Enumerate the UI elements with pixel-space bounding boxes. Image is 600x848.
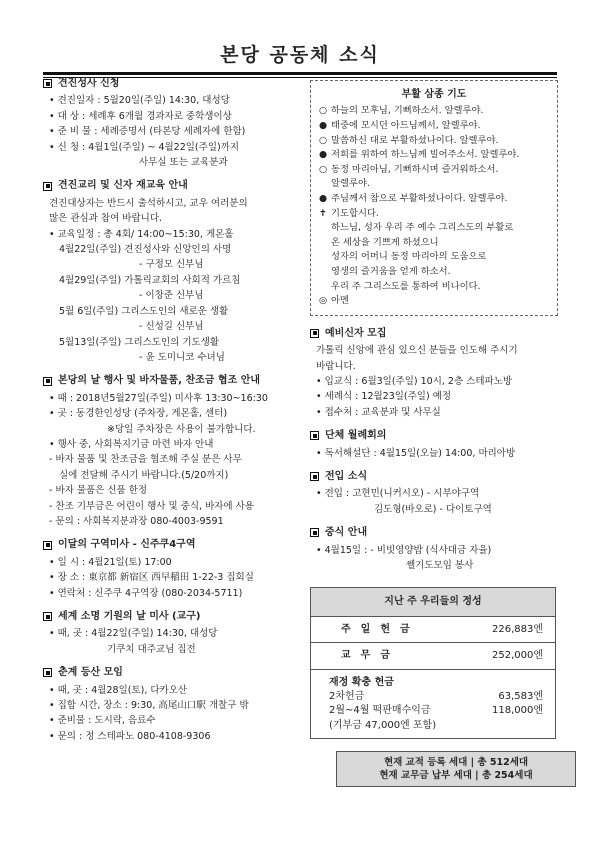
offering-table-header: 지난 주 우리들의 정성 bbox=[311, 588, 555, 616]
info-line: 김도형(바오로) - 다이토구역 bbox=[374, 503, 492, 515]
section-title: 중식 안내 bbox=[310, 525, 558, 540]
lecturer-line: - 신성길 신부님 bbox=[139, 321, 204, 333]
left-column bbox=[43, 76, 305, 752]
section-title: 본당의 날 행사 및 바자물품, 찬조금 협조 안내 bbox=[43, 373, 305, 388]
section-hiking bbox=[43, 665, 305, 744]
square-bullet-icon bbox=[43, 612, 52, 621]
prayer-line: ● 주님께서 참으로 부활하셨나이다. 알렐루야. bbox=[319, 192, 508, 204]
section-confirmation-signup bbox=[43, 76, 305, 170]
info-line: 바랍니다. bbox=[316, 360, 356, 372]
prayer-line: 성자의 어머니 동정 마리아의 도움으로 bbox=[331, 251, 487, 263]
right-column bbox=[310, 80, 558, 787]
info-line: • 연락처 : 신주쿠 4구역장 (080-2034-5711) bbox=[49, 587, 243, 599]
offering-extra-row: 2월~4월 떡판매수익금 118,000엔 bbox=[329, 705, 543, 717]
section-title: 단체 월례회의 bbox=[310, 428, 558, 443]
prayer-line: ● 태중에 모시던 아드님께서, 알렐루야. bbox=[319, 120, 481, 131]
info-line: • 준 비 물 : 세례증명서 (타본당 세례자에 한함) bbox=[49, 126, 246, 138]
title-rule-thick bbox=[43, 72, 557, 75]
info-line: 가톨릭 신앙에 관심 있으신 분들을 인도해 주시기 bbox=[316, 345, 518, 357]
page-title: 본당 공동체 소식 bbox=[220, 44, 380, 66]
prayer-line: ○ 하늘의 모후님, 기뻐하소서. 알렐루야. bbox=[319, 105, 484, 117]
info-line: 실에 전달해 주시기 바랍니다.(5/20까지) bbox=[59, 469, 229, 481]
info-line: • 때 : 2018년5월27일(주일) 미사후 13:30~16:30 bbox=[49, 392, 268, 404]
section-district-mass bbox=[43, 537, 305, 601]
square-bullet-icon bbox=[43, 668, 52, 677]
square-bullet-icon bbox=[43, 377, 52, 386]
square-bullet-icon bbox=[43, 182, 52, 191]
info-line: • 신 청 : 4월1일(주일) ~ 4월22일(주일)까지 bbox=[49, 141, 240, 153]
section-title: 이달의 구역미사 - 신주쿠4구역 bbox=[43, 537, 305, 552]
membership-line: 현재 교무금 납부 세대 | 총 254세대 bbox=[379, 770, 533, 782]
section-confirmation-education bbox=[43, 178, 305, 365]
info-line: • 견진일자 : 5월20일(주일) 14:30, 대성당 bbox=[49, 95, 230, 107]
prayer-title: 부활 삼종 기도 bbox=[401, 89, 467, 100]
square-bullet-icon bbox=[310, 528, 319, 537]
schedule-line: 4월29일(주일) 가톨릭교회의 사회적 가르침 bbox=[59, 274, 241, 286]
info-line: • 곳 : 동경한인성당 (주차장, 게몬홀, 센터) bbox=[49, 408, 228, 420]
info-line: • 때, 곳 : 4월28일(토), 다카오산 bbox=[49, 684, 188, 696]
info-line: 기쿠치 대주교님 집전 bbox=[107, 643, 196, 655]
info-line: • 교육일정 : 총 4회/ 14:00~15:30, 게몬홀 bbox=[49, 228, 234, 240]
prayer-line: ◎ 아멘 bbox=[319, 295, 349, 307]
info-line: • 행사 중, 사회복지기금 마련 바자 안내 bbox=[49, 438, 214, 450]
prayer-line: 알렐루야. bbox=[331, 178, 370, 190]
section-lunch bbox=[310, 525, 558, 573]
membership-box bbox=[336, 751, 576, 787]
offering-extra-title: 재정 확충 헌금 bbox=[329, 676, 394, 688]
info-line: 견진대상자는 반드시 출석하시고, 교우 여러분의 bbox=[49, 197, 248, 209]
info-line: • 전입 : 고현민(니커시오) - 시부야구역 bbox=[316, 488, 480, 500]
prayer-line: 영생의 즐거움을 얻게 하소서. bbox=[331, 265, 451, 277]
section-title: 견진성사 신청 bbox=[43, 76, 305, 91]
prayer-line: ● 저희를 위하여 하느님께 빌어주소서. 알렐루야. bbox=[319, 149, 520, 161]
section-title: 전입 소식 bbox=[310, 469, 558, 484]
membership-line: 현재 교적 등록 세대 | 총 512세대 bbox=[383, 757, 529, 769]
lecturer-line: - 구정모 신부님 bbox=[139, 259, 204, 271]
prayer-line: ○ 동정 마리아님, 기뻐하시며 즐거워하소서. bbox=[319, 163, 499, 175]
schedule-line: 5월13일(주일) 그리스도인의 기도생활 bbox=[59, 336, 220, 348]
prayer-line: 우리 주 그리스도를 통하여 비나이다. bbox=[331, 280, 481, 292]
section-vocations-mass bbox=[43, 609, 305, 657]
schedule-line: 4월22일(주일) 견진성사와 신앙인의 사명 bbox=[59, 244, 232, 256]
square-bullet-icon bbox=[310, 431, 319, 440]
info-line: • 접수처 : 교육분과 및 사무실 bbox=[316, 406, 441, 418]
lecturer-line: - 윤 도미니코 수녀님 bbox=[139, 351, 225, 363]
notice-line: ※당일 주차장은 사용이 불가합니다. bbox=[107, 423, 256, 435]
prayer-box bbox=[310, 80, 558, 316]
section-title: 춘계 등산 모임 bbox=[43, 665, 305, 680]
section-parish-day bbox=[43, 373, 305, 529]
section-catechumen bbox=[310, 326, 558, 420]
info-line: 쎌기도모임 봉사 bbox=[406, 560, 474, 571]
info-line: - 바자 물품은 신품 한정 bbox=[49, 485, 148, 497]
info-line: 많은 관심과 참여 바랍니다. bbox=[49, 213, 163, 225]
prayer-line: ✝ 기도합시다. bbox=[319, 207, 379, 219]
info-line: • 때, 곳 : 4월22일(주일) 14:30, 대성당 bbox=[49, 628, 218, 640]
info-line: • 준비물 : 도시락, 음료수 bbox=[49, 715, 156, 727]
info-line: • 대 상 : 세례후 6개월 경과자로 중학생이상 bbox=[49, 110, 232, 122]
offering-row: 주일헌금 226,883엔 bbox=[311, 617, 555, 643]
schedule-line: 5월 6일(주일) 그리스도인의 새로운 생활 bbox=[59, 305, 229, 317]
info-line: • 4월15일 : - 비빗영양밥 (식사대금 자율) bbox=[316, 544, 492, 556]
prayer-line: ○ 말씀하신 대로 부활하셨나이다. 알렐루야. bbox=[319, 134, 499, 146]
info-line: • 일 시 : 4월21일(토) 17:00 bbox=[49, 556, 172, 568]
offering-extra-row: 2차헌금 63,583엔 bbox=[329, 691, 543, 703]
info-line: • 세례식 : 12월23일(주일) 예정 bbox=[316, 391, 452, 403]
info-line: • 장 소 : 東京都 新宿区 西早稲田 1-22-3 집회실 bbox=[49, 572, 254, 584]
title-block bbox=[43, 40, 557, 78]
prayer-line: 온 세상을 기쁘게 하셨으니 bbox=[331, 236, 439, 248]
square-bullet-icon bbox=[43, 541, 52, 550]
square-bullet-icon bbox=[310, 472, 319, 481]
info-line: • 문의 : 정 스테파노 080-4108-9306 bbox=[49, 730, 211, 742]
info-line: - 바자 물품 및 찬조금을 협조해 주실 분은 사무 bbox=[49, 454, 242, 466]
info-line: • 독서해설단 : 4월15일(오늘) 14:00, 마리아방 bbox=[316, 447, 516, 459]
section-title: 세계 소명 기원의 날 미사 (교구) bbox=[43, 609, 305, 624]
info-line: - 찬조 기부금은 어린이 행사 및 중식, 바자에 사용 bbox=[49, 500, 254, 512]
prayer-line: 하느님, 성자 우리 주 예수 그리스도의 부활로 bbox=[331, 222, 514, 234]
info-line: - 문의 : 사회복지분과장 080-4003-9591 bbox=[49, 515, 224, 527]
info-line: 사무실 또는 교육분과 bbox=[139, 157, 228, 169]
offering-table bbox=[310, 587, 556, 739]
lecturer-line: - 이창준 신부님 bbox=[139, 290, 204, 302]
offering-extra bbox=[311, 670, 555, 739]
section-title: 견진교리 및 신자 재교육 안내 bbox=[43, 178, 305, 193]
section-monthly-meeting bbox=[310, 428, 558, 461]
info-line: • 입교식 : 6월3일(주일) 10시, 2층 스테파노방 bbox=[316, 375, 513, 387]
section-transfer-in bbox=[310, 469, 558, 517]
offering-row: 교무금 252,000엔 bbox=[311, 643, 555, 669]
offering-extra-note: (기부금 47,000엔 포함) bbox=[329, 720, 437, 732]
square-bullet-icon bbox=[43, 79, 52, 88]
info-line: • 집합 시간, 장소 : 9:30, 高尾山口駅 개찰구 밖 bbox=[49, 700, 249, 712]
square-bullet-icon bbox=[310, 329, 319, 338]
section-title: 예비신자 모집 bbox=[310, 326, 558, 341]
